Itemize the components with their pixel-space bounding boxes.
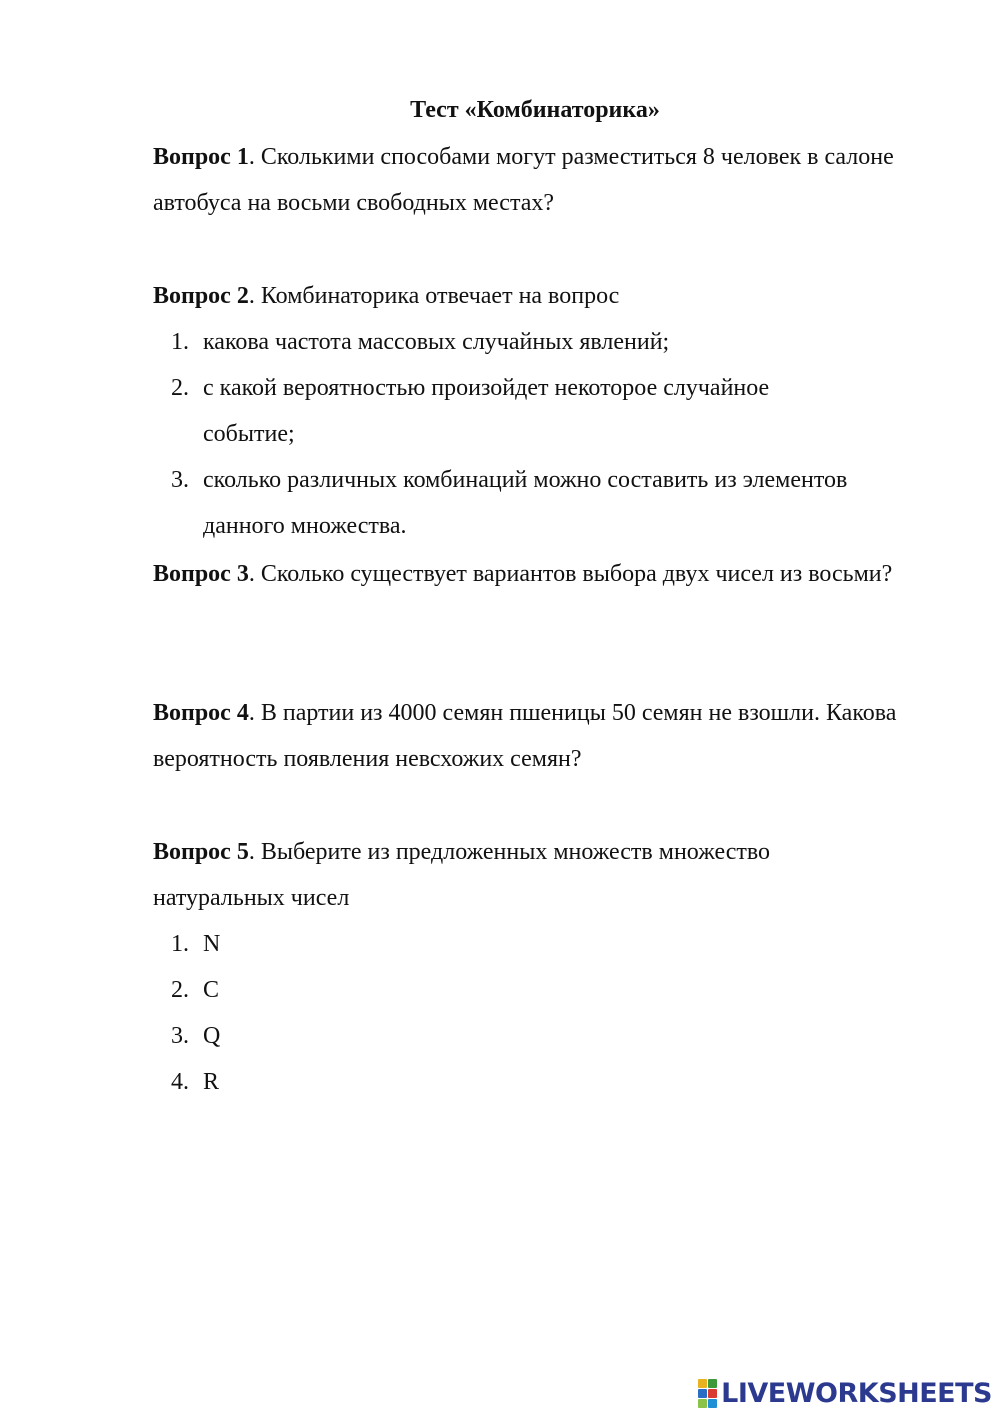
option-text: N bbox=[203, 931, 221, 957]
list-item: 1. какова частота массовых случайных явлений; bbox=[171, 329, 670, 355]
logo-square bbox=[698, 1379, 707, 1388]
logo-text: LIVEWORKSHEETS bbox=[721, 1377, 992, 1409]
question-2-options bbox=[153, 319, 913, 549]
question-text: . Сколькими способами могут разместиться 8 человек в салоне автобуса на восьми свободных местах? bbox=[153, 144, 894, 216]
liveworksheets-logo-icon bbox=[698, 1379, 717, 1408]
question-4 bbox=[153, 690, 913, 782]
list-item: 3. Q bbox=[171, 1023, 221, 1049]
list-item: 1. N bbox=[171, 931, 221, 957]
question-label: Вопрос 2 bbox=[153, 283, 249, 309]
question-3 bbox=[153, 551, 913, 597]
option-text: с какой вероятностью произойдет некоторое случайное событие; bbox=[203, 375, 770, 447]
question-1 bbox=[153, 134, 913, 226]
question-text: . Сколько существует вариантов выбора двух чисел из восьми? bbox=[248, 561, 893, 587]
question-5 bbox=[153, 829, 873, 921]
question-text: . Комбинаторика отвечает на вопрос bbox=[248, 283, 620, 309]
option-text: C bbox=[203, 977, 220, 1003]
question-2 bbox=[153, 273, 913, 319]
logo-square bbox=[708, 1399, 717, 1408]
liveworksheets-logo[interactable] bbox=[698, 1375, 992, 1411]
page-title: Тест «Комбинаторика» bbox=[410, 97, 660, 123]
question-text: . Выберите из предложенных множеств множество натуральных чисел bbox=[153, 839, 771, 911]
logo-square bbox=[698, 1389, 707, 1398]
question-label: Вопрос 4 bbox=[153, 700, 249, 726]
list-item: 4. R bbox=[171, 1069, 220, 1095]
logo-square bbox=[708, 1389, 717, 1398]
logo-square bbox=[708, 1379, 717, 1388]
question-5-options bbox=[153, 921, 913, 1105]
question-label: Вопрос 3 bbox=[153, 561, 249, 587]
option-text: Q bbox=[203, 1023, 221, 1049]
question-label: Вопрос 5 bbox=[153, 839, 249, 865]
option-text: какова частота массовых случайных явлений; bbox=[203, 329, 670, 355]
option-text: сколько различных комбинаций можно составить из элементов данного множества. bbox=[203, 467, 848, 539]
list-item: 2. C bbox=[171, 977, 220, 1003]
list-item: 3. сколько различных комбинаций можно составить из элементов данного множества. bbox=[171, 467, 848, 539]
option-text: R bbox=[203, 1069, 220, 1095]
logo-square bbox=[698, 1399, 707, 1408]
list-item: 2. с какой вероятностью произойдет некоторое случайное событие; bbox=[171, 375, 770, 447]
question-text: . В партии из 4000 семян пшеницы 50 семян не взошли. Какова вероятность появления невсхожих семян? bbox=[153, 700, 897, 772]
question-label: Вопрос 1 bbox=[153, 144, 249, 170]
